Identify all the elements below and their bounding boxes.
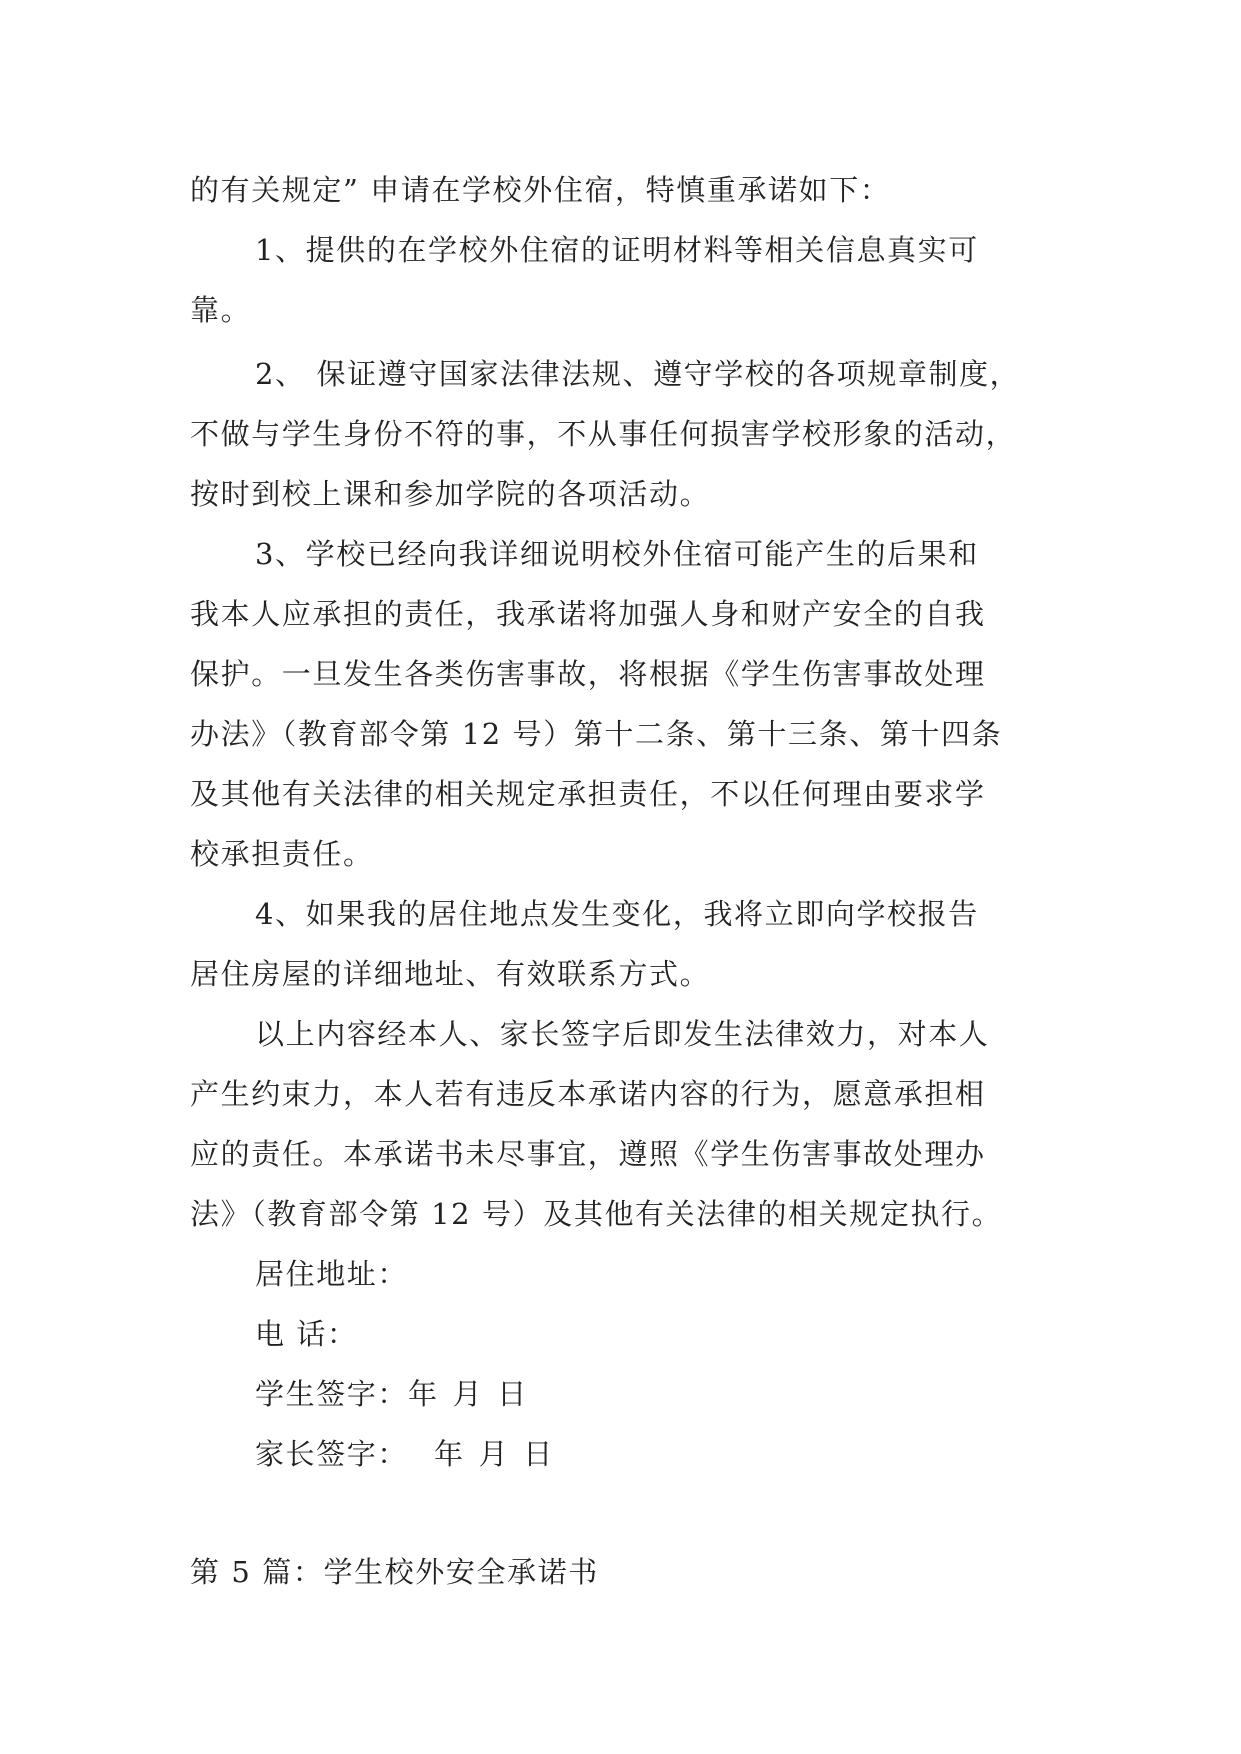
next-section-heading: 第 5 篇：学生校外安全承诺书 [190,1555,599,1589]
closing-line3: 应的责任。本承诺书未尽事宜，遵照《学生伤害事故处理办 [190,1137,986,1171]
closing-line2: 产生约束力，本人若有违反本承诺内容的行为，愿意承担相 [190,1077,986,1111]
item3-line2: 我本人应承担的责任，我承诺将加强人身和财产安全的自我 [190,597,986,631]
address-field [190,1244,1050,1304]
student-sign-month: 月 [452,1377,484,1411]
student-sign-year: 年 [408,1377,439,1411]
parent-sign-label: 家长签字： [255,1437,409,1471]
closing-line1: 以上内容经本人、家长签字后即发生法律效力，对本人 [255,1017,990,1051]
parent-sign-day: 日 [523,1437,554,1471]
phone-field [190,1304,1050,1364]
intro-line: 的有关规定” 申请在学校外住宿，特慎重承诺如下： [190,173,891,207]
item3-line4: 办法》（教育部令第 12 号）第十二条、第十三条、第十四条 [190,717,1003,751]
student-sign-label: 学生签字： [255,1377,409,1411]
item1-line1: 1、提供的在学校外住宿的证明材料等相关信息真实可 [255,233,979,267]
document-body [190,160,1050,1602]
parent-sign-year: 年 [434,1437,465,1471]
item1-line2: 靠。 [190,293,252,327]
item3-line5: 及其他有关法律的相关规定承担责任，不以任何理由要求学 [190,777,986,811]
item2-line1: 2、 保证遵守国家法律法规、遵守学校的各项规章制度， [255,357,1021,391]
item3-line1: 3、学校已经向我详细说明校外住宿可能产生的后果和 [255,537,979,571]
item4-line2: 居住房屋的详细地址、有效联系方式。 [190,957,711,991]
item2-line2: 不做与学生身份不符的事，不从事任何损害学校形象的活动， [190,417,1017,451]
student-signature-field [190,1364,1050,1424]
address-label: 居住地址： [255,1257,409,1291]
student-sign-day: 日 [497,1377,528,1411]
parent-signature-field [190,1424,1050,1484]
item3-line6: 校承担责任。 [190,837,374,871]
item4-line1: 4、如果我的居住地点发生变化，我将立即向学校报告 [255,897,979,931]
parent-sign-month: 月 [478,1437,510,1471]
closing-line4: 法》（教育部令第 12 号）及其他有关法律的相关规定执行。 [190,1197,1003,1231]
phone-label: 电 话： [255,1317,358,1351]
item3-line3: 保护。一旦发生各类伤害事故，将根据《学生伤害事故处理 [190,657,986,691]
item2-line3: 按时到校上课和参加学院的各项活动。 [190,477,711,511]
